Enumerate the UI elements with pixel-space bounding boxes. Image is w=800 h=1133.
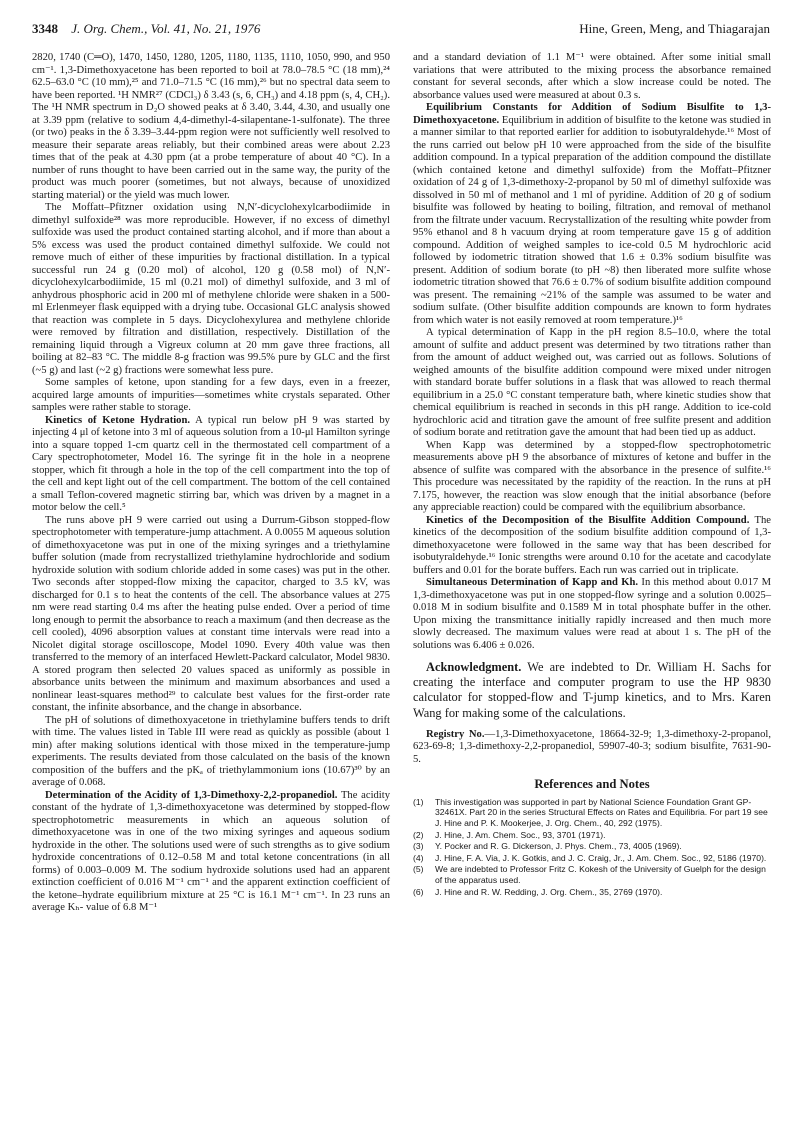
paragraph: Some samples of ketone, upon standing for a few days, even in a freezer, acquired large amounts of impurities—sometimes white crystals separated. Other samples were rather stable to storage. — [32, 377, 390, 413]
reference-number: (3) — [413, 841, 424, 852]
reference-text: Y. Pocker and R. G. Dickerson, J. Phys. Chem., 73, 4005 (1969). — [435, 841, 682, 852]
page-header — [32, 21, 770, 41]
reference-text: We are indebted to Professor Fritz C. Kokesh of the University of Guelph for the design of the apparatus used. — [435, 864, 766, 885]
paragraph — [32, 790, 390, 915]
reference-item — [413, 864, 771, 885]
reference-number: (5) — [413, 864, 424, 875]
registry-text: —1,3-Dimethoxyacetone, 18664-32-9; 1,3-dimethoxy-2-propanol, 623-69-8; 1,3-dimethoxy-2,2-propanediol, 59907-40-3; sodium bisulfite, 7631-90-5. — [413, 728, 771, 765]
right-column — [413, 52, 771, 898]
paragraph: 2820, 1740 (C═O), 1470, 1450, 1280, 1205, 1180, 1135, 1110, 1050, 990, and 950 cm⁻¹. 1,3-Dimethoxyacetone has been reported to boil at 78.0–78.5 °C (18 mm),²⁴ 62.5–63.0 °C (10 mm),²⁵ and 71.0–71.5 °C (16 mm),²⁶ but no spectral data seem to have been reported. ¹H NMR²⁷ (CDCl₃) δ 3.43 (s, 6, CH₃) and 4.18 ppm (s, 4, CH₂). The ¹H NMR spectrum in D₂O showed peaks at δ 3.40, 3.44, 4.30, and usually one at 3.39 ppm (relative to sodium 4,4-dimethyl-4-silapentane-1-sulfonate). The three (or two) peaks in the δ 3.39–3.44-ppm region were not sufficiently well resolved to measure their separate areas reliably, but their combined areas were about 2.23 times that of the peak at 4.30 ppm (at a probe temperature of about 40 °C). In a number of runs thought to have been carried out in the same way, the purity of the product was much poorer (sometimes, but not always, because of unoxidized starting material) or the yield was much lower. — [32, 52, 390, 201]
run-in-heading: Kinetics of the Decomposition of the Bisulfite Addition Compound. — [426, 514, 750, 526]
reference-item — [413, 841, 771, 852]
acknowledgment-text: We are indebted to Dr. William H. Sachs for creating the interface and computer program to use the HP 9830 calculator for stopped-flow and T-jump kinetics, and to Mrs. Karen Wang for making some of the calculations. — [413, 660, 771, 720]
acknowledgment — [413, 660, 771, 721]
paragraph — [413, 102, 771, 327]
reference-number: (6) — [413, 886, 424, 897]
registry-numbers — [413, 729, 771, 767]
reference-item — [413, 853, 771, 864]
reference-number: (4) — [413, 852, 424, 863]
references-title: References and Notes — [534, 777, 650, 792]
references-list — [413, 797, 771, 897]
run-in-heading: Simultaneous Determination of Kapp and Kh. — [426, 577, 639, 588]
reference-text: J. Hine and R. W. Redding, J. Org. Chem., 35, 2769 (1970). — [435, 886, 663, 897]
header-left — [32, 21, 260, 37]
paragraph-text: The acidity constant of the hydrate of 1,3-dimethoxyacetone was determined by stopped-flow spectrophotometric measurements in which an aqueous solution of dimethoxyacetone was in one of the two mixing syringes and aqueous sodium hydroxide in the other. The solutions used were of such strengths as to give sodium hydroxide concentrations of 0.12–0.58 M and total ketone concentrations (in all forms) of 0.003–0.009 M. The sodium hydroxide solutions used had an apparent extinction coefficient of 0.016 M⁻¹ cm⁻¹ and the apparent extinction coefficient of the ketone–hydrate equilibrium mixture at 25 °C is 16.1 M⁻¹ cm⁻¹. In 23 runs an average Kₕ- value of 6.8 M⁻¹ — [32, 789, 390, 913]
paragraph-text: Equilibrium in addition of bisulfite to the ketone was studied in a manner similar to that reported earlier for addition to isobutyraldehyde.¹⁶ Most of the runs carried out below pH 10 were approached from the side of the bisulfite addition compound. In a typical preparation of the addition compound the distillate (which contained ketone and dimethyl sulfoxide) from the Moffatt–Pfitzner oxidation of 24 g of 1,3-dimethoxy-2-propanol by 50 ml of dimethyl sulfoxide was dissolved in 50 ml of methanol and 1 ml of pyridine. Addition of 20 g of sodium bisulfite was followed by heating to boiling, filtration, and removal of methanol from the filtrate under vacuum. Recrystallization of the resulting white powder from 95% ethanol and 8 h vacuum drying at room temperature gave 15 g of addition compound. Addition of weighed samples to ice-cold 0.5 M hydrochloric acid followed by iodometric titration showed that 1.6 ± 0.3% sodium bisulfite was present. Addition of sodium borate (to pH ~8) then liberated more sulfite whose iodometric titration showed that 76.6 ± 0.7% of sodium bisulfite addition compound was present. The remaining ~21% of the sample was assumed to be water and sodium sulfate. (Other bisulfite addition compounds are known to form hydrates from which water is not easily removed at room temperature.)¹⁶ — [413, 114, 771, 326]
reference-item — [413, 797, 771, 829]
paragraph: The pH of solutions of dimethoxyacetone in triethylamine buffers tends to drift with time. The values listed in Table III were read as quickly as possible (about 1 min) after making solutions identical with those mixed in the temperature-jump experiments. The results deviated from those calculated on the basis of the known composition of the buffers and the pKₐ of triethylammonium ions (10.67)³⁰ by an average of 0.068. — [32, 714, 390, 788]
run-in-heading: Equilibrium Constants for Addition of Sodium Bisulfite to 1,3-Dimethoxyacetone. — [413, 102, 771, 126]
acknowledgment-heading: Acknowledgment. — [426, 660, 522, 674]
reference-number: (2) — [413, 829, 424, 840]
paragraph — [413, 577, 771, 652]
reference-text: This investigation was supported in part by National Science Foundation Grant GP-32461X. Part 20 in the series Structural Effects on Rates and Equilibria. For part 19 see J. Hine and P. K. Mookerjee, J. Org. Chem., 40, 292 (1975). — [435, 796, 768, 828]
paragraph-text: In this method about 0.017 M 1,3-dimethoxyacetone was put in one stopped-flow syringe and a solution 0.0025–0.018 M in sodium bisulfite and 0.1589 M in total phosphate buffer in the other. Upon mixing the transmittance initially rapidly increased and then much more slowly decreased. The maximum values were read at about 1 s. The pH of the solutions was 6.406 ± 0.026. — [413, 577, 772, 651]
reference-number: (1) — [413, 796, 424, 807]
journal-citation: J. Org. Chem., Vol. 41, No. 21, 1976 — [71, 21, 261, 36]
reference-item — [413, 830, 771, 841]
paragraph — [413, 515, 771, 578]
reference-text: J. Hine, F. A. Via, J. K. Gotkis, and J. C. Craig, Jr., J. Am. Chem. Soc., 92, 5186 (1970). — [435, 852, 767, 863]
reference-text: J. Hine, J. Am. Chem. Soc., 93, 3701 (1971). — [435, 829, 606, 840]
paragraph: and a standard deviation of 1.1 M⁻¹ were obtained. After some initial small variations that were attributed to the mixing process the absorbance remained constant for several seconds, after which a slow increase could be noted. The absorbance values used were measured at about 0.3 s. — [413, 52, 771, 101]
paragraph — [32, 415, 390, 515]
paragraph-text: The kinetics of the decomposition of the sodium bisulfite addition compound of 1,3-dimethoxyacetone were followed in the same way that has been described for isobutyraldehyde.¹⁶ Ionic strengths were around 0.10 for the acetate and cacodylate buffers and 0.01 for the borate buffers. Each run was carried out in triplicate. — [413, 514, 771, 576]
run-in-heading: Kinetics of Ketone Hydration. — [45, 414, 191, 426]
paragraph: When Kapp was determined by a stopped-flow spectrophotometric measurements above pH 9 the absorbance of mixtures of ketone and buffer in the absence of sulfite was compared with the absorbance in the presence of sulfite.¹⁶ This procedure was necessitated by the rapidity of the reaction. In the runs at pH 7.175, however, the reaction was slow enough that the initial absorbance (before any appreciable reaction) could be compared with the equilibrium absorbance. — [413, 439, 771, 513]
paragraph: The runs above pH 9 were carried out using a Durrum-Gibson stopped-flow spectrophotometer with temperature-jump attachment. A 0.0055 M aqueous solution of dimethoxyacetone was put in one of the mixing syringes and a triethylamine buffer solution (made from recrystallized triethylamine hydrochloride and sodium hydroxide solution with sodium chloride added in some cases) was put in the other. Two seconds after stopped-flow mixing the capacitor, charged to 3.5 kV, was discharged for 0.1 s to heat the contents of the cell. The absorbance values at 275 nm were read starting 0.4 ms after the heating pulse ended. Over a period of time long enough to permit the absorbance to reach a maximum (and then decrease as the cell cooled), 4096 absorption values at constant time intervals were read into a Nicolet digital storage oscilloscope, Model 1090. Every 40th value was then transferred to the memory of an interfaced Hewlett-Packard calculator, Model 9830. A stored program then selected 20 values spaced as uniformly as possible in absorbance units between the minimum and maximum absorbances and used a nonlinear least-squares method²⁹ to calculate best values for the first-order rate constant, the infinite absorbance, and the change in absorbance. — [32, 514, 390, 713]
left-column — [32, 52, 390, 915]
paragraph: The Moffatt–Pfitzner oxidation using N,N′-dicyclohexylcarbodiimide in dimethyl sulfoxide²⁸ was more reproducible. However, if no excess of dimethyl sulfoxide was used the product contained starting alcohol, and if more than about a 5% excess was used the product contained dimethyl sulfoxide. We could not remove much of either of these impurities by fractional distillation. In a typical successful run 24 g (0.20 mol) of alcohol, 120 g (0.58 mol) of N,N′-dicyclohexylcarbodiimide, 15 ml (0.21 mol) of dimethyl sulfoxide, and 3 ml of anhydrous phosphoric acid in 200 ml of methylene chloride were shaken in a 500-ml Erlenmeyer flask equipped with a drying tube. Occasional GLC analysis showed that reaction was complete in 5 days. Dicyclohexylurea and methylene chloride were removed by filtration and distillation, respectively. Distillation of the remaining liquid through a Vigreux column at 20 mm gave three fractions, all boiling at 82–83 °C. The middle 8-g fraction was 99.5% pure by GLC and the first (~5 g) and last (~2 g) fractions were somewhat less pure. — [32, 202, 390, 376]
paragraph-text: A typical run below pH 9 was started by injecting 4 μl of ketone into 3 ml of aqueous solution from a 10-μl Hamilton syringe into a square topped 1-cm quartz cell in the thermostated cell compartment of a Cary spectrophotometer, Model 16. The syringe fit in the hole in a neoprene stopper, which fit through a hole in the top of the cell compartment into the top of the cell and kept light out of the cell compartment. The bottom of the cell contained a small Teflon-covered magnetic stirring bar, which was driven by a magnet in a motor below the cell.⁵ — [32, 414, 390, 513]
registry-heading: Registry No. — [426, 728, 485, 740]
page-number: 3348 — [32, 21, 58, 36]
header-authors: Hine, Green, Meng, and Thiagarajan — [579, 21, 770, 36]
run-in-heading: Determination of the Acidity of 1,3-Dimethoxy-2,2-propanediol. — [45, 789, 338, 801]
reference-item — [413, 887, 771, 898]
paragraph: A typical determination of Kapp in the pH region 8.5–10.0, where the total amount of sulfite and adduct present was determined by two titrations rather than from the amount of adduct weighed out, was carried out as follows. Solutions of weighed amounts of the bisulfite addition compound were mixed under nitrogen with standard borate buffer solutions in a flask that was allowed to reach thermal equilibrium in a 25.0 °C constant temperature bath, where kinetic studies show that chemical equilibrium is reached in seconds in this pH range. Addition to ice-cold hydrochloric acid and titration gave the amount of free sulfite present and addition of sodium borate and retitration gave the amount that had been tied up as adduct. — [413, 327, 771, 438]
